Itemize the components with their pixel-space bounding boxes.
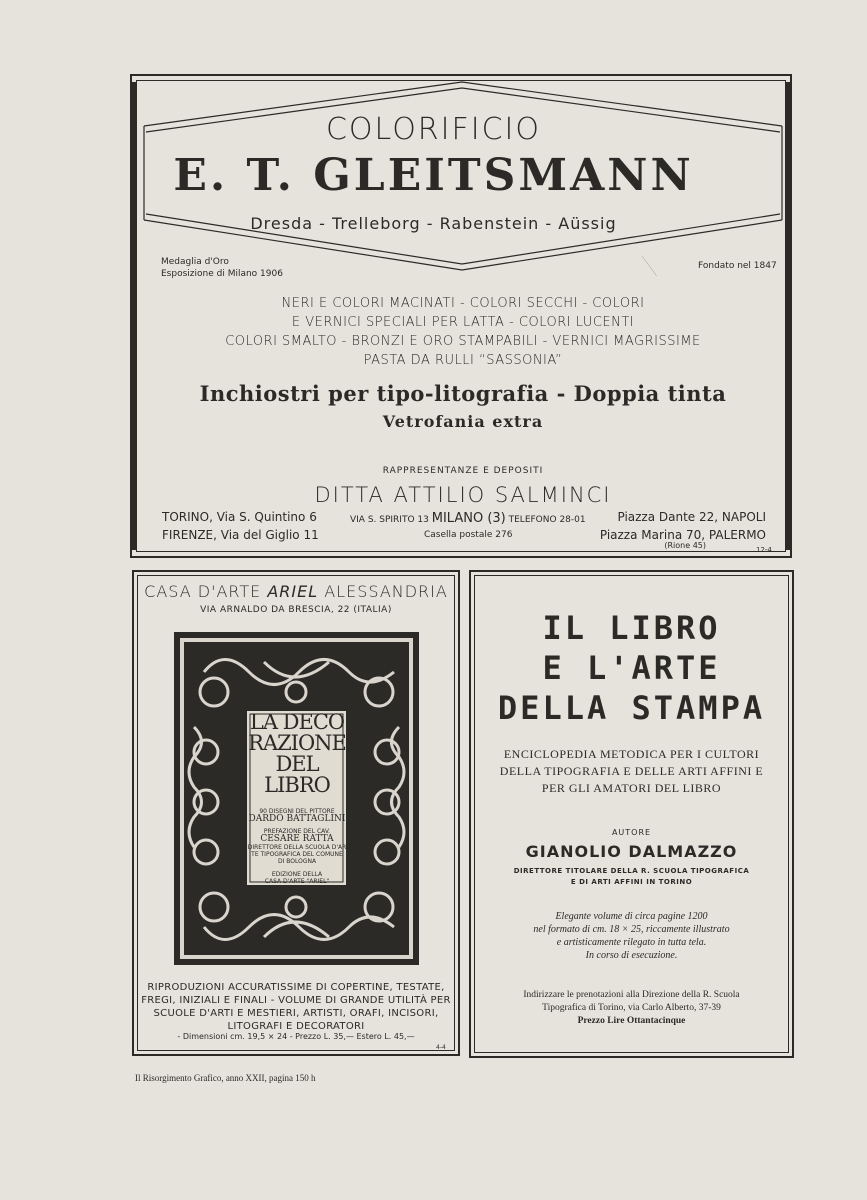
product-line: COLORI SMALTO - BRONZI E ORO STAMPABILI - VERNICI MAGRISSIME bbox=[225, 334, 701, 349]
milano-city: MILANO (3) bbox=[431, 511, 506, 526]
cover-line: DARDO BATTAGLINI bbox=[248, 814, 346, 824]
book-description-line: nel formato di cm. 18 × 25, riccamente illustrato bbox=[533, 924, 730, 935]
cover-line: EDIZIONE DELLA bbox=[271, 871, 323, 878]
medal-line-1: Medaglia d'Oro bbox=[161, 257, 229, 267]
order-info bbox=[469, 989, 794, 1028]
po-box: Casella postale 276 bbox=[424, 530, 513, 540]
book-description-line: e artisticamente rilegato in tutta tela. bbox=[556, 937, 707, 948]
product-line: E VERNICI SPECIALI PER LATTA - COLORI LUCENTI bbox=[291, 315, 635, 330]
ariel-address: VIA ARNALDO DA BRESCIA, 22 (ITALIA) bbox=[200, 605, 392, 615]
author-title-line: E DI ARTI AFFINI IN TORINO bbox=[570, 878, 693, 886]
book-title-line: E L'ARTE bbox=[542, 649, 721, 687]
ariel-title bbox=[132, 582, 460, 601]
vetrofania-headline: Vetrofania extra bbox=[382, 412, 544, 431]
author-name: GIANOLIO DALMAZZO bbox=[525, 842, 738, 861]
page-footer: Il Risorgimento Grafico, anno XXII, pagina 150 h bbox=[135, 1073, 316, 1083]
cover-line: PREFAZIONE DEL CAV. bbox=[263, 828, 331, 835]
company-name: E. T. GLEITSMANN bbox=[173, 150, 694, 201]
napoli-address: Piazza Dante 22, NAPOLI bbox=[617, 510, 766, 524]
product-list bbox=[0, 294, 867, 370]
book-title bbox=[469, 608, 794, 728]
cover-line: ALESSANDRIA bbox=[275, 885, 319, 892]
representative-name: DITTA ATTILIO SALMINCI bbox=[314, 483, 612, 507]
ariel-title-pre: CASA D'ARTE bbox=[144, 582, 268, 601]
order-info-line: Indirizzare le prenotazioni alla Direzione della R. Scuola bbox=[523, 990, 740, 1000]
book-title-line: IL LIBRO bbox=[542, 609, 721, 647]
product-line: PASTA DA RULLI “SASSONIA” bbox=[363, 353, 563, 368]
colorificio-heading: COLORIFICIO bbox=[325, 112, 542, 147]
ariel-title-post: ALESSANDRIA bbox=[318, 582, 448, 601]
order-info-line: Tipografica di Torino, via Carlo Alberto, 37-39 bbox=[542, 1003, 721, 1013]
product-line: NERI E COLORI MACINATI - COLORI SECCHI - COLORI bbox=[281, 296, 645, 311]
company-cities: Dresda - Trelleborg - Rabenstein - Aüssig bbox=[250, 214, 617, 233]
milano-address bbox=[350, 511, 586, 526]
milano-street: VIA S. SPIRITO 13 bbox=[350, 515, 429, 525]
medal-note bbox=[161, 256, 283, 280]
ad-code: 4-4 bbox=[436, 1044, 446, 1051]
author-title bbox=[469, 866, 794, 888]
palermo-address: Piazza Marina 70, PALERMO bbox=[599, 528, 766, 542]
representatives-label: RAPPRESENTANZE E DEPOSITI bbox=[382, 466, 544, 476]
cover-title-2: RAZIONE bbox=[248, 731, 346, 755]
north-offices bbox=[162, 508, 319, 544]
book-subtitle: ENCICLOPEDIA METODICA PER I CULTORI DELLA TIPOGRAFIA E DELLE ARTI AFFINI E PER GLI AMATORI DEL LIBRO bbox=[499, 747, 764, 795]
firenze-address: FIRENZE, Via del Giglio 11 bbox=[162, 528, 319, 542]
torino-address: TORINO, Via S. Quintino 6 bbox=[162, 510, 317, 524]
cover-title-1: LA DECO bbox=[249, 710, 345, 734]
book-cover-text bbox=[247, 712, 347, 892]
author-label: AUTORE bbox=[611, 828, 652, 837]
book-price: Prezzo Lire Ottantacinque bbox=[577, 1016, 686, 1026]
book-title-line: DELLA STAMPA bbox=[497, 689, 766, 727]
book-description bbox=[469, 910, 794, 962]
inks-headline: Inchiostri per tipo-litografia - Doppia tinta bbox=[199, 381, 727, 406]
ariel-description: RIPRODUZIONI ACCURATISSIME DI COPERTINE, TESTATE, FREGI, INIZIALI E FINALI - VOLUME DI GRANDE UTILITÀ PER SCUOLE D'ARTI E MESTIERI, ARTISTI, ORAFI, INCISORI, LITOGRAFI E DECORATORI bbox=[141, 982, 451, 1032]
cover-line: DIRETTORE DELLA SCUOLA D'AR bbox=[247, 844, 347, 851]
milano-phone: TELEFONO 28-01 bbox=[508, 515, 586, 525]
rione-note: (Rione 45) bbox=[664, 541, 706, 550]
cover-line: CESARE RATTA bbox=[260, 834, 334, 844]
author-title-line: DIRETTORE TITOLARE DELLA R. SCUOLA TIPOGRAFICA bbox=[513, 867, 750, 875]
cover-line: DI BOLOGNA bbox=[277, 858, 317, 865]
medal-line-2: Esposizione di Milano 1906 bbox=[161, 269, 283, 279]
ariel-dimensions-price: - Dimensioni cm. 19,5 × 24 - Prezzo L. 35,— Estero L. 45,— bbox=[177, 1032, 415, 1041]
book-description-line: In corso di esecuzione. bbox=[585, 950, 678, 961]
ad-code: 12-4 bbox=[756, 546, 772, 554]
founded-note: Fondato nel 1847 bbox=[698, 261, 777, 271]
cover-line: CASA D'ARTE "ARIEL" bbox=[264, 878, 330, 885]
ariel-title-italic: ARIEL bbox=[267, 582, 319, 601]
cover-title-3: DEL LIBRO bbox=[264, 752, 330, 797]
cover-line: 90 DISEGNI DEL PITTORE bbox=[259, 808, 335, 815]
cover-line: TE TIPOGRAFICA DEL COMUNE bbox=[251, 851, 343, 858]
book-description-line: Elegante volume di circa pagine 1200 bbox=[555, 911, 708, 922]
south-offices bbox=[560, 508, 766, 544]
